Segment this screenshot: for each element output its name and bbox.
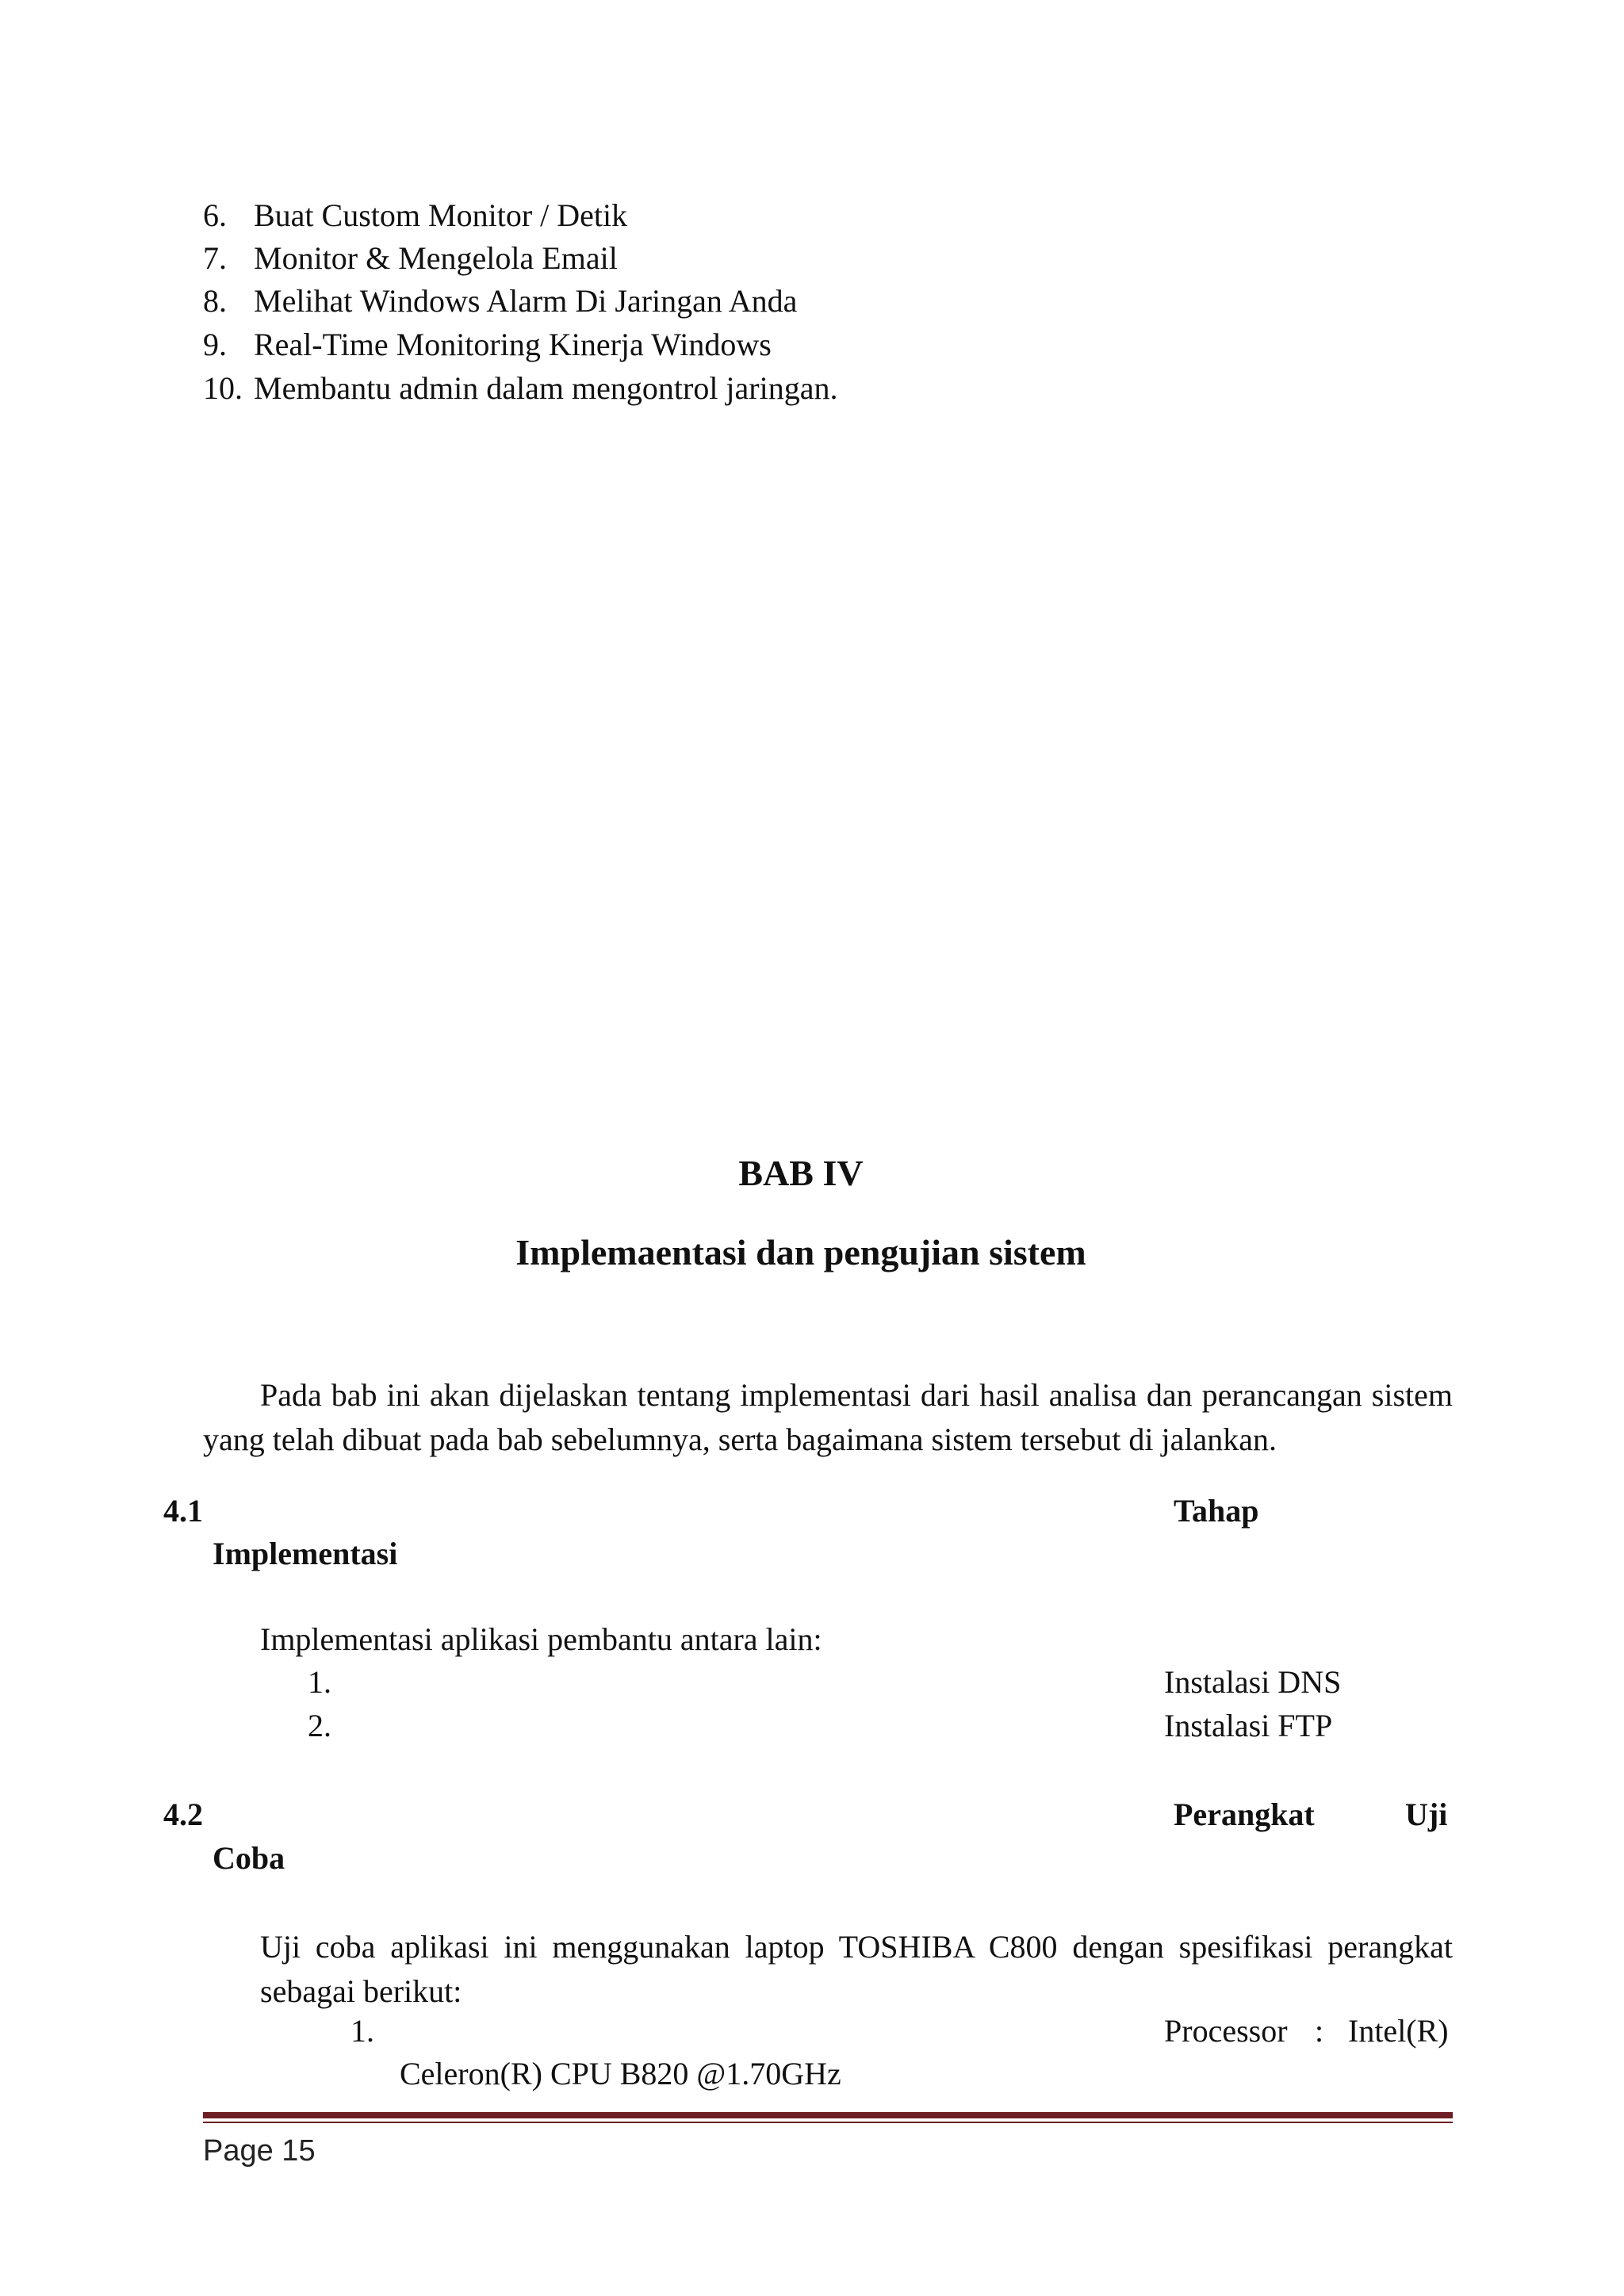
list-number: 1. [350, 2013, 374, 2049]
footer-rule-thick [203, 2112, 1453, 2118]
list-item-text: Instalasi DNS [1164, 1664, 1342, 1700]
page-number: Page 15 [203, 2134, 316, 2168]
spec-value: Intel(R) [1348, 2013, 1449, 2049]
list-number: 1. [308, 1664, 331, 1700]
footer-rule-thin [203, 2122, 1453, 2123]
list-number: 7. [203, 240, 227, 276]
section-title-part: Tahap [1174, 1493, 1259, 1529]
section-lead: Uji coba aplikasi ini menggunakan laptop TOSHIBA C800 dengan spesifikasi perangkat sebagai berikut: [260, 1929, 1453, 2009]
list-item-text: Real-Time Monitoring Kinerja Windows [254, 327, 772, 362]
list-number: 6. [203, 197, 227, 233]
section-title-part: Coba [213, 1840, 285, 1876]
list-item-text: Melihat Windows Alarm Di Jaringan Anda [254, 283, 798, 319]
list-number: 10. [203, 370, 243, 406]
section-title-part: Uji [1405, 1797, 1448, 1832]
spec-label: Processor [1164, 2013, 1288, 2049]
chapter-subtitle: Implemaentasi dan pengujian sistem [515, 1232, 1086, 1272]
section-lead: Implementasi aplikasi pembantu antara lain: [260, 1621, 822, 1657]
chapter-title: BAB IV [738, 1153, 864, 1193]
list-item-text: Monitor & Mengelola Email [254, 240, 618, 276]
spec-value-continued: Celeron(R) CPU B820 @1.70GHz [400, 2056, 841, 2091]
list-item-text: Membantu admin dalam mengontrol jaringan. [254, 370, 838, 406]
section-number: 4.2 [163, 1797, 203, 1832]
section-number: 4.1 [163, 1493, 203, 1529]
chapter-intro-paragraph: Pada bab ini akan dijelaskan tentang implementasi dari hasil analisa dan perancangan sistem yang telah dibuat pada bab sebelumnya, serta bagaimana sistem tersebut di jalankan. [203, 1377, 1453, 1457]
list-number: 2. [308, 1708, 331, 1743]
section-title-part: Perangkat [1174, 1797, 1315, 1832]
spec-separator: : [1315, 2013, 1324, 2049]
list-item-text: Instalasi FTP [1164, 1708, 1333, 1743]
list-number: 9. [203, 327, 227, 362]
section-title-part: Implementasi [213, 1536, 398, 1571]
list-item-text: Buat Custom Monitor / Detik [254, 197, 628, 233]
list-number: 8. [203, 283, 227, 319]
